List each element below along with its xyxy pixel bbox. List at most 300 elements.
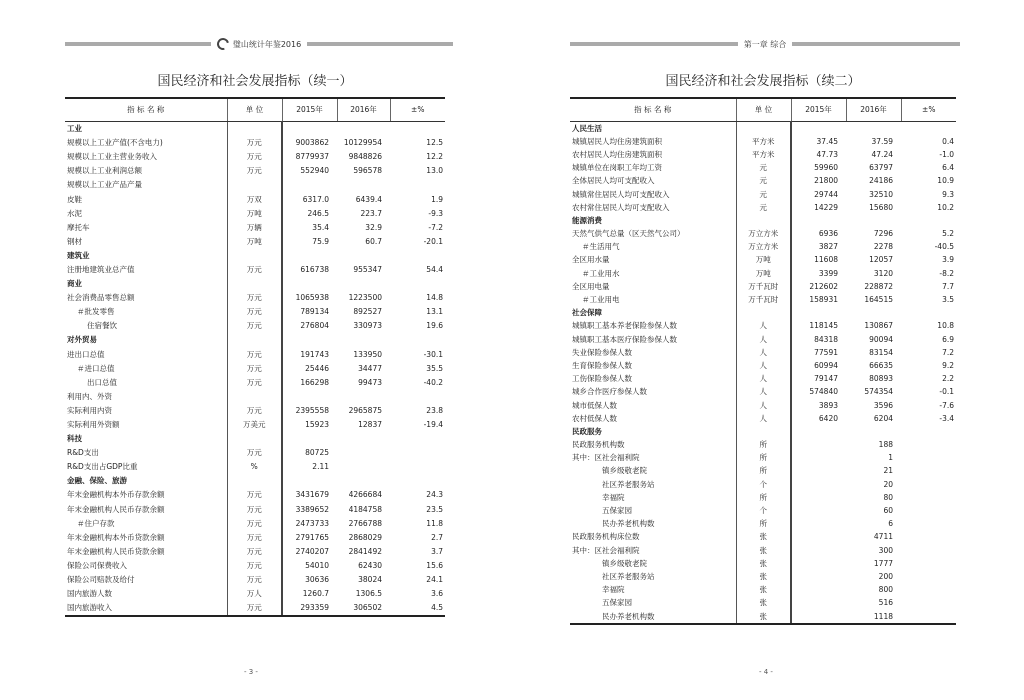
- change-percent: 10.2: [937, 202, 954, 212]
- indicator-name: 城市低保人数: [570, 398, 736, 411]
- indicator-name: 五保家园: [570, 596, 736, 609]
- value-2015: 3827: [818, 242, 838, 252]
- table-title: 国民经济和社会发展指标（续二）: [665, 74, 861, 89]
- unit-cell: 万元: [227, 347, 282, 361]
- indicator-name: 幸福院: [570, 491, 736, 504]
- value-2015: [282, 474, 337, 488]
- value-2016: 574354: [864, 387, 893, 397]
- change-percent: [390, 446, 445, 460]
- change-percent: [901, 451, 956, 464]
- change-percent: 35.5: [426, 363, 443, 373]
- value-2015: [791, 544, 846, 557]
- value-2016: 4184758: [348, 504, 382, 514]
- change-percent: -20.1: [423, 236, 443, 246]
- change-percent: 6.4: [942, 163, 954, 173]
- unit-cell: 张: [736, 530, 791, 543]
- indicator-name: 社区养老服务站: [570, 478, 736, 491]
- indicator-name: 钢材: [65, 234, 227, 248]
- value-2015: [791, 596, 846, 609]
- indicator-name: 保险公司保费收入: [65, 558, 227, 572]
- indicator-name: 农村常住居民人均可支配收入: [570, 201, 736, 214]
- value-2015: [282, 277, 337, 291]
- table-row: [570, 544, 956, 557]
- indicator-name: 民政服务机构床位数: [570, 530, 736, 543]
- change-percent: -8.2: [939, 268, 954, 278]
- unit-cell: 所: [736, 464, 791, 477]
- change-percent: 14.8: [426, 293, 443, 303]
- change-percent: [901, 491, 956, 504]
- change-percent: [901, 504, 956, 517]
- unit-cell: 万元: [227, 601, 282, 616]
- indicator-name: 民政服务: [570, 425, 736, 438]
- table-row: [570, 359, 956, 372]
- value-2015: 77591: [814, 347, 838, 357]
- value-2016: 516: [878, 598, 893, 608]
- indicator-name: 规模以上工业产品产量: [65, 178, 227, 192]
- unit-cell: 张: [736, 544, 791, 557]
- unit-cell: 平方米: [736, 148, 791, 161]
- value-2015: [791, 121, 846, 135]
- value-2016: 20: [883, 479, 893, 489]
- unit-cell: 万吨: [227, 234, 282, 248]
- change-percent: [901, 570, 956, 583]
- unit-cell: 人: [736, 412, 791, 425]
- indicator-name: 镇乡级敬老院: [570, 464, 736, 477]
- unit-cell: 万元: [227, 150, 282, 164]
- indicator-name: ＃批发零售: [65, 305, 227, 319]
- unit-cell: [227, 248, 282, 262]
- unit-cell: [227, 277, 282, 291]
- change-percent: [901, 517, 956, 530]
- value-2015: [282, 389, 337, 403]
- table-row: [570, 148, 956, 161]
- section-row: [65, 121, 445, 136]
- col-header-unit: 单 位: [736, 98, 791, 121]
- value-2015: 25446: [305, 363, 329, 373]
- running-header: [570, 38, 960, 50]
- unit-cell: 人: [736, 333, 791, 346]
- value-2016: 6439.4: [355, 194, 382, 204]
- value-2015: 1065938: [295, 293, 329, 303]
- table-row: [65, 417, 445, 431]
- indicator-name: 年末金融机构人民币贷款余额: [65, 544, 227, 558]
- unit-cell: [227, 121, 282, 136]
- change-percent: [390, 277, 445, 291]
- indicator-table: [570, 97, 956, 625]
- value-2016: 80893: [869, 374, 893, 384]
- change-percent: -30.1: [423, 349, 443, 359]
- indicator-name: 城镇职工基本养老保险参保人数: [570, 319, 736, 332]
- unit-cell: %: [227, 460, 282, 474]
- indicator-name: 年末金融机构人民币存款余额: [65, 502, 227, 516]
- unit-cell: 人: [736, 346, 791, 359]
- change-percent: 7.2: [942, 347, 954, 357]
- value-2015: 616738: [300, 264, 329, 274]
- unit-cell: 万元: [227, 305, 282, 319]
- change-percent: -7.2: [428, 222, 443, 232]
- indicator-name: 出口总值: [65, 375, 227, 389]
- indicator-name: 农村低保人数: [570, 412, 736, 425]
- table-row: [570, 583, 956, 596]
- change-percent: 3.7: [431, 546, 443, 556]
- value-2015: [791, 530, 846, 543]
- indicator-name: 全体居民人均可支配收入: [570, 174, 736, 187]
- unit-cell: 万立方米: [736, 227, 791, 240]
- indicator-name: 全区用水量: [570, 253, 736, 266]
- change-percent: [390, 121, 445, 136]
- table-row: [65, 601, 445, 616]
- value-2015: 11608: [814, 255, 838, 265]
- value-2015: [791, 478, 846, 491]
- value-2016: 2278: [873, 242, 893, 252]
- unit-cell: 平方米: [736, 135, 791, 148]
- table-row: [570, 319, 956, 332]
- unit-cell: 万元: [227, 319, 282, 333]
- change-percent: 9.3: [942, 189, 954, 199]
- unit-cell: 人: [736, 372, 791, 385]
- unit-cell: 万立方米: [736, 240, 791, 253]
- table-row: [570, 491, 956, 504]
- table-row: [570, 240, 956, 253]
- value-2016: 330973: [353, 321, 382, 331]
- change-percent: [390, 248, 445, 262]
- table-row: [570, 517, 956, 530]
- change-percent: [901, 609, 956, 623]
- value-2015: [791, 464, 846, 477]
- indicator-name: ＃住户存款: [65, 516, 227, 530]
- value-2016: [337, 432, 390, 446]
- value-2015: 3893: [818, 400, 838, 410]
- value-2016: [337, 277, 390, 291]
- unit-cell: 万吨: [227, 206, 282, 220]
- indicator-name: 民办养老机构数: [570, 517, 736, 530]
- indicator-name: 人民生活: [570, 121, 736, 135]
- change-percent: [901, 464, 956, 477]
- table-row: [570, 253, 956, 266]
- value-2016: 133950: [353, 349, 382, 359]
- value-2016: 38024: [358, 575, 382, 585]
- indicator-name: 规模以上工业利润总额: [65, 164, 227, 178]
- running-header-text: 第一章 综合: [743, 39, 787, 49]
- table-row: [65, 291, 445, 305]
- table-row: [65, 319, 445, 333]
- col-header-unit: 单 位: [227, 98, 282, 121]
- value-2016: 47.24: [871, 149, 893, 159]
- header-rule: [570, 42, 738, 46]
- value-2015: [282, 248, 337, 262]
- value-2015: 191743: [300, 349, 329, 359]
- value-2015: 118145: [809, 321, 838, 331]
- unit-cell: 万元: [227, 530, 282, 544]
- table-header-row: [65, 98, 445, 121]
- indicator-name: 生育保险参保人数: [570, 359, 736, 372]
- table-row: [65, 516, 445, 530]
- table-row: [570, 161, 956, 174]
- value-2016: 3120: [873, 268, 893, 278]
- indicator-name: 其中：区社会福利院: [570, 451, 736, 464]
- unit-cell: 万吨: [736, 253, 791, 266]
- change-percent: 19.6: [426, 321, 443, 331]
- value-2016: [337, 178, 390, 192]
- change-percent: 2.2: [942, 374, 954, 384]
- value-2015: 60994: [814, 360, 838, 370]
- unit-cell: 万人: [227, 587, 282, 601]
- value-2016: [846, 425, 901, 438]
- table-row: [570, 398, 956, 411]
- value-2016: 6204: [873, 413, 893, 423]
- value-2016: [846, 121, 901, 135]
- page-number: - 3 -: [244, 668, 258, 676]
- change-percent: -40.5: [934, 242, 954, 252]
- change-percent: [901, 557, 956, 570]
- col-header-change: ±%: [901, 98, 956, 121]
- section-row: [65, 248, 445, 262]
- indicator-name: ＃生活用气: [570, 240, 736, 253]
- header-rule: [792, 42, 960, 46]
- indicator-name: 农村居民人均住房建筑面积: [570, 148, 736, 161]
- indicator-name: 城镇职工基本医疗保险参保人数: [570, 333, 736, 346]
- value-2016: 228872: [864, 281, 893, 291]
- value-2016: 9848826: [348, 152, 382, 162]
- change-percent: 4.5: [390, 601, 445, 616]
- indicator-name: 城镇单位在岗职工年均工资: [570, 161, 736, 174]
- value-2015: 552940: [300, 166, 329, 176]
- table-row: [570, 596, 956, 609]
- value-2016: 2868029: [348, 532, 382, 542]
- value-2015: [791, 609, 846, 623]
- change-percent: 10.9: [937, 176, 954, 186]
- value-2016: 1: [888, 453, 893, 463]
- indicator-name: 实际利用外资额: [65, 417, 227, 431]
- table-row: [65, 446, 445, 460]
- value-2015: [282, 178, 337, 192]
- value-2015: 212602: [809, 281, 838, 291]
- table-row: [65, 305, 445, 319]
- unit-cell: 个: [736, 478, 791, 491]
- change-percent: [901, 530, 956, 543]
- value-2016: 10129954: [343, 138, 382, 148]
- unit-cell: 万美元: [227, 417, 282, 431]
- change-percent: [901, 306, 956, 319]
- change-percent: [390, 389, 445, 403]
- value-2015: [791, 425, 846, 438]
- indicator-name: 城镇居民人均住房建筑面积: [570, 135, 736, 148]
- col-header-2016: 2016年: [337, 98, 390, 121]
- indicator-name: 注册地建筑业总产值: [65, 262, 227, 276]
- value-2015: [791, 438, 846, 451]
- page-number: - 4 -: [759, 668, 773, 676]
- table-row: [570, 530, 956, 543]
- value-2016: 1306.5: [355, 589, 382, 599]
- value-2015: 3431679: [295, 490, 329, 500]
- table-row: [570, 557, 956, 570]
- value-2015: [791, 583, 846, 596]
- table-row: [65, 587, 445, 601]
- unit-cell: 个: [736, 504, 791, 517]
- unit-cell: 元: [736, 201, 791, 214]
- value-2015: 37.45: [816, 136, 838, 146]
- value-2016: 7296: [873, 229, 893, 239]
- unit-cell: 万元: [227, 573, 282, 587]
- running-header-text: 璧山统计年鉴2016: [232, 39, 302, 49]
- table-row: [570, 333, 956, 346]
- value-2016: 800: [878, 585, 893, 595]
- value-2016: 99473: [358, 377, 382, 387]
- indicator-name: 商业: [65, 277, 227, 291]
- value-2016: [337, 333, 390, 347]
- header-rule: [65, 42, 211, 46]
- indicator-name: 摩托车: [65, 220, 227, 234]
- value-2016: 32.9: [365, 222, 382, 232]
- change-percent: -40.2: [423, 377, 443, 387]
- col-header-2015: 2015年: [282, 98, 337, 121]
- value-2016: [337, 121, 390, 136]
- change-percent: [901, 121, 956, 135]
- table-row: [65, 488, 445, 502]
- unit-cell: 万双: [227, 192, 282, 206]
- value-2015: 30636: [305, 575, 329, 585]
- unit-cell: [227, 178, 282, 192]
- change-percent: [390, 460, 445, 474]
- col-header-2015: 2015年: [791, 98, 846, 121]
- value-2015: 2395558: [295, 405, 329, 415]
- value-2016: 2965875: [348, 405, 382, 415]
- value-2016: 6: [888, 519, 893, 529]
- table-row: [65, 502, 445, 516]
- value-2016: 892527: [353, 307, 382, 317]
- indicator-name: 幸福院: [570, 583, 736, 596]
- change-percent: 6.9: [942, 334, 954, 344]
- unit-cell: [736, 425, 791, 438]
- value-2015: 2.11: [312, 462, 329, 472]
- change-percent: 0.4: [942, 136, 954, 146]
- indicator-name: R&D支出: [65, 446, 227, 460]
- change-percent: [901, 583, 956, 596]
- indicator-name: R&D支出占GDP比重: [65, 460, 227, 474]
- value-2015: [282, 333, 337, 347]
- change-percent: -7.6: [939, 400, 954, 410]
- change-percent: [901, 425, 956, 438]
- value-2016: 188: [878, 440, 893, 450]
- indicator-name: 保险公司赔款及给付: [65, 573, 227, 587]
- table-row: [570, 478, 956, 491]
- value-2015: [791, 306, 846, 319]
- unit-cell: 人: [736, 398, 791, 411]
- value-2016: 80: [883, 492, 893, 502]
- indicator-name: 规模以上工业产值(不含电力): [65, 136, 227, 150]
- table-row: [65, 361, 445, 375]
- unit-cell: 张: [736, 583, 791, 596]
- unit-cell: [736, 306, 791, 319]
- indicator-name: 住宿餐饮: [65, 319, 227, 333]
- change-percent: -3.4: [939, 413, 954, 423]
- value-2015: 29744: [814, 189, 838, 199]
- value-2016: 596578: [353, 166, 382, 176]
- unit-cell: 人: [736, 385, 791, 398]
- value-2015: 276804: [300, 321, 329, 331]
- section-row: [570, 121, 956, 135]
- indicator-name: ＃工业用水: [570, 267, 736, 280]
- indicator-name: 进出口总值: [65, 347, 227, 361]
- value-2015: [791, 491, 846, 504]
- unit-cell: 人: [736, 359, 791, 372]
- indicator-name: 规模以上工业主营业务收入: [65, 150, 227, 164]
- indicator-name: 社会消费品零售总额: [65, 291, 227, 305]
- unit-cell: 元: [736, 187, 791, 200]
- value-2016: 164515: [864, 295, 893, 305]
- indicator-table: [65, 97, 445, 617]
- value-2015: 6317.0: [302, 194, 329, 204]
- change-percent: 3.9: [942, 255, 954, 265]
- indicator-name: 实际利用内资: [65, 403, 227, 417]
- indicator-name: 其中：区社会福利院: [570, 544, 736, 557]
- unit-cell: 所: [736, 451, 791, 464]
- value-2015: 246.5: [307, 208, 329, 218]
- value-2016: 24186: [869, 176, 893, 186]
- unit-cell: 万元: [227, 403, 282, 417]
- table-row: [65, 558, 445, 572]
- value-2015: [282, 432, 337, 446]
- value-2015: [791, 557, 846, 570]
- unit-cell: 万元: [227, 291, 282, 305]
- value-2016: 62430: [358, 560, 382, 570]
- unit-cell: 张: [736, 609, 791, 623]
- value-2016: 34477: [358, 363, 382, 373]
- value-2015: 59960: [814, 163, 838, 173]
- table-header-row: [570, 98, 956, 121]
- unit-cell: [736, 214, 791, 227]
- value-2015: 80725: [305, 448, 329, 458]
- section-row: [570, 306, 956, 319]
- value-2016: 200: [878, 571, 893, 581]
- unit-cell: [227, 432, 282, 446]
- change-percent: [901, 544, 956, 557]
- value-2015: 2791765: [295, 532, 329, 542]
- unit-cell: 张: [736, 557, 791, 570]
- value-2016: 83154: [869, 347, 893, 357]
- indicator-name: 民办养老机构数: [570, 609, 736, 623]
- unit-cell: [227, 333, 282, 347]
- change-percent: 3.6: [431, 589, 443, 599]
- value-2016: 4711: [873, 532, 893, 542]
- value-2016: 223.7: [360, 208, 382, 218]
- value-2016: 60.7: [365, 236, 382, 246]
- change-percent: 54.4: [426, 264, 443, 274]
- value-2015: [282, 121, 337, 136]
- value-2015: 2740207: [295, 546, 329, 556]
- change-percent: -0.1: [939, 387, 954, 397]
- value-2015: 21800: [814, 176, 838, 186]
- table-row: [65, 389, 445, 403]
- table-row: [570, 451, 956, 464]
- table-row: [570, 609, 956, 623]
- unit-cell: 万元: [227, 446, 282, 460]
- value-2015: 15923: [305, 420, 329, 430]
- value-2015: [791, 214, 846, 227]
- section-row: [65, 474, 445, 488]
- indicator-name: 镇乡级敬老院: [570, 557, 736, 570]
- col-header-name: 指 标 名 称: [570, 98, 736, 121]
- table-row: [65, 164, 445, 178]
- indicator-name: 建筑业: [65, 248, 227, 262]
- value-2016: 2766788: [348, 518, 382, 528]
- value-2015: 14229: [814, 202, 838, 212]
- value-2016: 4266684: [348, 490, 382, 500]
- value-2016: 130867: [864, 321, 893, 331]
- change-percent: 7.7: [942, 281, 954, 291]
- change-percent: 3.5: [942, 295, 954, 305]
- change-percent: [390, 178, 445, 192]
